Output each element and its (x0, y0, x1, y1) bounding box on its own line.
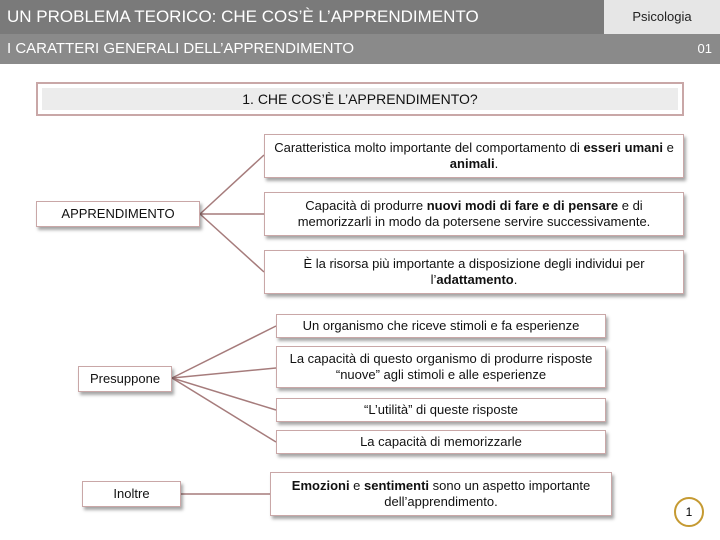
section-number: 01 (697, 41, 712, 56)
definition-text-2: Capacità di produrre nuovi modi di fare e di pensare e di memorizzarli in modo da potersene servire successivamente. (297, 198, 651, 229)
connector-line-1c (200, 214, 264, 272)
presentation-title: UN PROBLEMA TEORICO: CHE COS’È L’APPRENDIMENTO (0, 0, 604, 34)
subject-label: Psicologia (604, 0, 720, 34)
definition-box-1 (264, 134, 684, 178)
definition-text-3: È la risorsa più importante a disposizione degli individui per l’adattamento. (303, 256, 645, 287)
emotions-box (270, 472, 612, 516)
main-title: 1. CHE COS’È L’APPRENDIMENTO? (42, 88, 678, 110)
apprendimento-box: APPRENDIMENTO (36, 201, 200, 227)
connector-line-1a (200, 155, 264, 214)
definition-box-2 (264, 192, 684, 236)
presuppone-box: Presuppone (78, 366, 172, 392)
slide-number: 1 (674, 497, 704, 527)
definition-text-1: Caratteristica molto importante del comportamento di esseri umani e animali. (274, 140, 674, 171)
requirement-box-3: “L’utilità” di queste risposte (276, 398, 606, 422)
requirement-box-1: Un organismo che riceve stimoli e fa esperienze (276, 314, 606, 338)
inoltre-box: Inoltre (82, 481, 181, 507)
definition-box-3 (264, 250, 684, 294)
requirement-box-2: La capacità di questo organismo di produrre risposte “nuove” agli stimoli e alle esperienze (276, 346, 606, 388)
connector-line-2c (172, 378, 276, 410)
emotions-text: Emozioni e sentimenti sono un aspetto importante dell’apprendimento. (291, 478, 591, 509)
section-title: I CARATTERI GENERALI DELL’APPRENDIMENTO (7, 40, 355, 57)
requirement-box-4: La capacità di memorizzarle (276, 430, 606, 454)
connector-line-2d (172, 378, 276, 442)
